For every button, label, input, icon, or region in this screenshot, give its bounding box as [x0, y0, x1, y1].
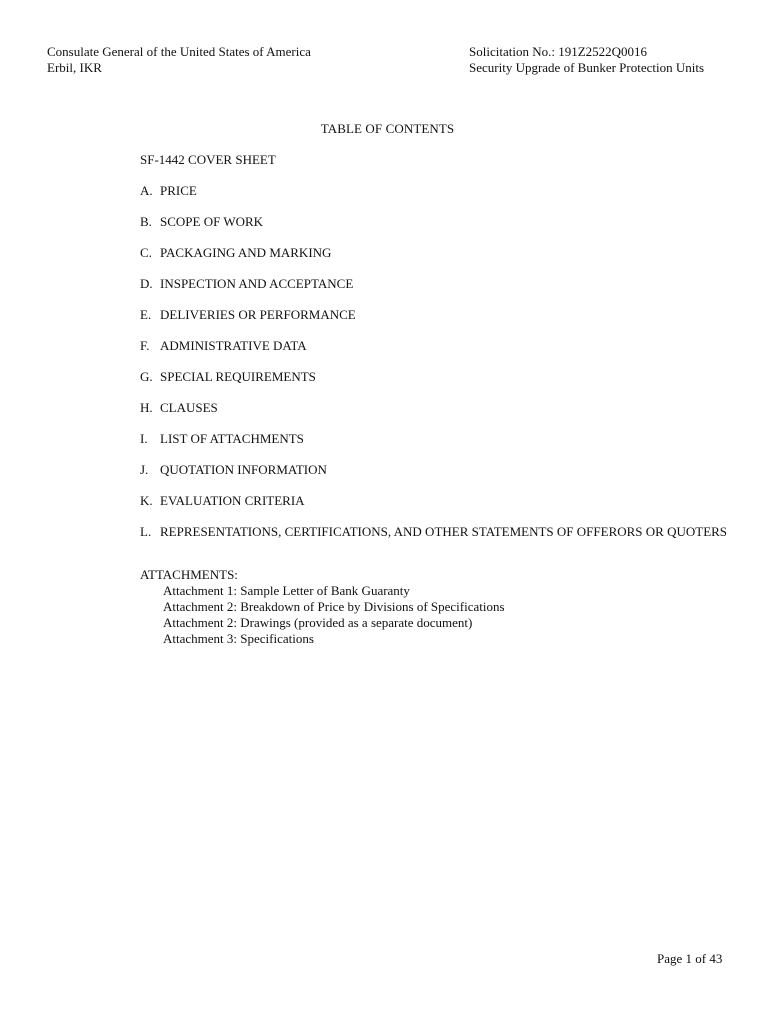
attachment-item: Attachment 2: Drawings (provided as a separate document)	[163, 615, 473, 630]
toc-item-label: DELIVERIES OR PERFORMANCE	[160, 307, 356, 322]
toc-item-deliveries-or-performance	[140, 307, 740, 323]
page-number: Page 1 of 43	[657, 951, 723, 966]
attachment-item: Attachment 1: Sample Letter of Bank Guaranty	[163, 583, 410, 598]
toc-item-label: REPRESENTATIONS, CERTIFICATIONS, AND OTHER STATEMENTS OF OFFERORS OR QUOTERS	[160, 524, 728, 539]
toc-item-label: SCOPE OF WORK	[160, 214, 264, 229]
toc-item-cover-sheet	[140, 152, 740, 168]
toc-item-label: PACKAGING AND MARKING	[160, 245, 332, 260]
toc-item-clauses	[140, 400, 740, 416]
consulate-name: Consulate General of the United States of America	[47, 44, 311, 59]
toc-item-inspection-and-acceptance	[140, 276, 740, 292]
toc-item-evaluation-criteria	[140, 493, 740, 509]
toc-title: TABLE OF CONTENTS	[320, 121, 455, 136]
toc-item-label: INSPECTION AND ACCEPTANCE	[160, 276, 354, 291]
toc-item-packaging-and-marking	[140, 245, 740, 261]
toc-item-label: QUOTATION INFORMATION	[160, 462, 327, 477]
toc-item-letter: D.	[140, 276, 153, 291]
toc-item-administrative-data	[140, 338, 740, 354]
toc-item-label: PRICE	[160, 183, 197, 198]
solicitation-number: Solicitation No.: 191Z2522Q0016	[469, 44, 648, 59]
toc-item-price	[140, 183, 740, 199]
toc-item-letter: A.	[140, 183, 153, 198]
header-right	[469, 44, 704, 76]
attachments-section	[140, 567, 505, 647]
toc-item-letter: H.	[140, 400, 153, 415]
toc-item-scope-of-work	[140, 214, 740, 230]
consulate-location: Erbil, IKR	[47, 60, 102, 75]
toc-item-letter: C.	[140, 245, 152, 260]
attachments-list	[163, 583, 505, 647]
toc-item-label: ADMINISTRATIVE DATA	[160, 338, 307, 353]
toc-item-label: CLAUSES	[160, 400, 218, 415]
toc-item-letter: E.	[140, 307, 152, 322]
toc-item-letter: F.	[140, 338, 150, 353]
toc-item-letter: L.	[140, 524, 152, 539]
solicitation-title: Security Upgrade of Bunker Protection Units	[469, 60, 705, 75]
toc-item-letter: J.	[140, 462, 149, 477]
toc-item-representations-certifications	[140, 524, 740, 540]
attachment-item: Attachment 3: Specifications	[163, 631, 314, 646]
toc-item-letter: B.	[140, 214, 152, 229]
toc-item-quotation-information	[140, 462, 740, 478]
toc-item-letter: K.	[140, 493, 153, 508]
toc-item-label: SPECIAL REQUIREMENTS	[160, 369, 316, 384]
attachments-heading: ATTACHMENTS:	[140, 567, 238, 582]
table-of-contents	[140, 152, 740, 555]
toc-item-label: SF-1442 COVER SHEET	[140, 152, 276, 167]
toc-item-letter: I.	[140, 431, 148, 446]
attachment-item: Attachment 2: Breakdown of Price by Divisions of Specifications	[163, 599, 505, 614]
toc-item-letter: G.	[140, 369, 153, 384]
toc-item-list-of-attachments	[140, 431, 740, 447]
toc-item-special-requirements	[140, 369, 740, 385]
toc-item-label: LIST OF ATTACHMENTS	[160, 431, 304, 446]
header-left	[47, 44, 311, 76]
toc-item-label: EVALUATION CRITERIA	[160, 493, 305, 508]
